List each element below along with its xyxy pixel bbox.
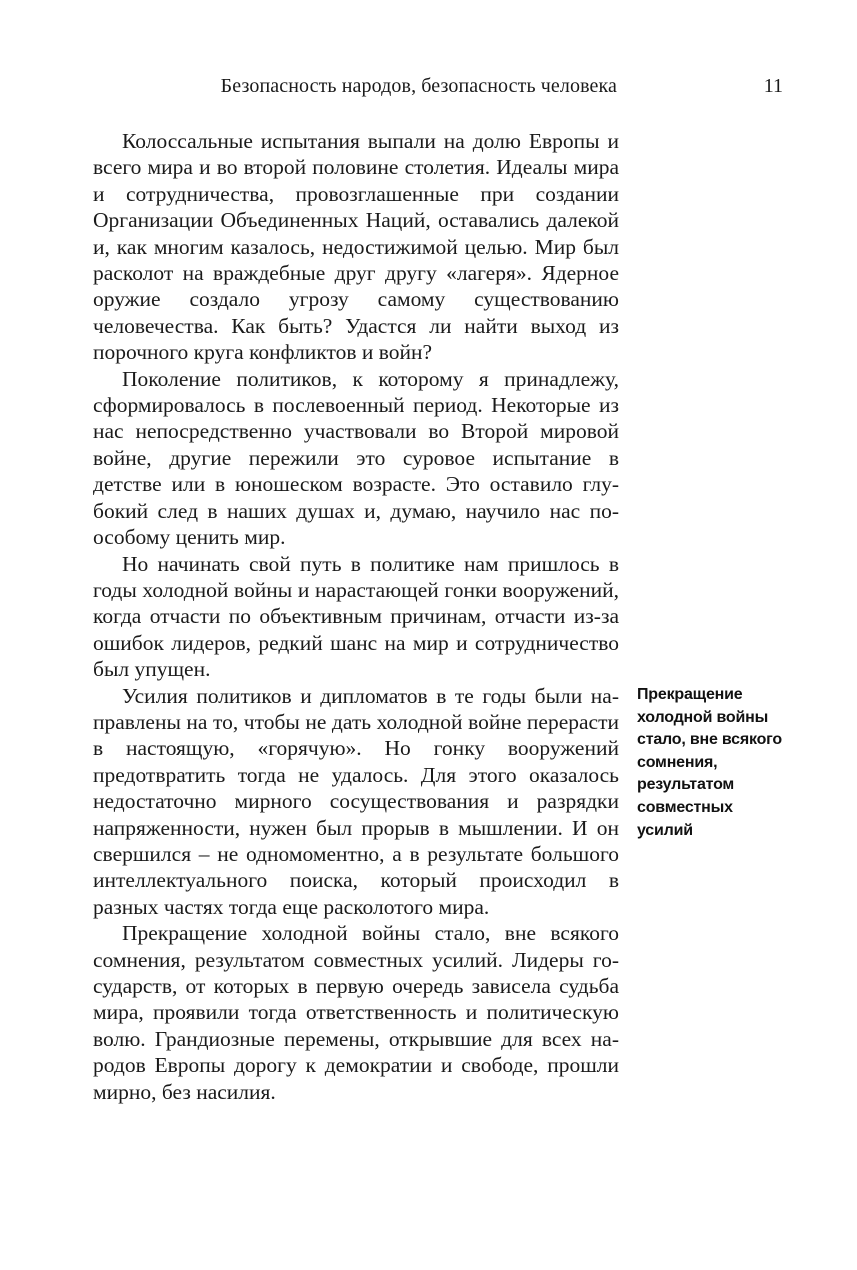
paragraph-3: Но начинать свой путь в политике нам пришлось в годы холодной войны и нарастающей гонки вооружений, когда отчасти по объективным причинам, отчасти из-за ошибок лидеров, редкий шанс на мир и сотрудничество был упущен.	[93, 551, 619, 682]
paragraph-2: Поколение политиков, к которому я принадлежу, сформировалось в послевоенный период. Некоторые из нас непосредственно участвовали во Второй мировой войне, другие пережили это суровое испытание в детстве или в юношеском возрасте. Это оставило глубокий след в наших душах и, думаю, научило нас поособому ценить мир.	[93, 366, 619, 550]
body-text	[93, 128, 619, 1105]
paragraph-1: Колоссальные испытания выпали на долю Европы и всего мира и во второй половине столетия. Идеалы мира и сотрудничества, провозглашенные при создании Организации Объединенных Наций, оставались далекой и, как многим казалось, недостижимой целью. Мир был расколот на враждебные друг другу «лагеря». Ядерное оружие создало угрозу самому существованию человечества. Как быть? Удастся ли найти выход из порочного круга конфликтов и войн?	[93, 129, 619, 365]
paragraph-5: Прекращение холодной войны стало, вне всякого сомнения, результатом совместных усилий. Лидеры государств, от которых в первую очередь зависела судьба мира, проявили тогда ответственность и политическую волю. Грандиозные перемены, открывшие для всех народов Европы дорогу к демократии и свободе, прошли мирно, без насилия.	[93, 921, 619, 1104]
margin-note: Прекращение холодной войны стало, вне всякого сомнения, результатом совместных усилий	[637, 686, 782, 839]
paragraph-4: Усилия политиков и дипломатов в те годы были направлены на то, чтобы не дать холодной войне перерасти в настоящую, «горячую». Но гонку вооружений предотвратить тогда не удалось. Для этого оказалось недостаточно мирного сосуществования и разрядки напряженности, нужен был прорыв в мышлении. И он свершился – не одномоментно, а в результате большого интеллектуального поиска, который происходил в разных частях тогда еще расколотого мира.	[93, 683, 619, 919]
running-title: Безопасность народов, безопасность человека	[220, 75, 617, 97]
page-number: 11	[763, 75, 783, 97]
